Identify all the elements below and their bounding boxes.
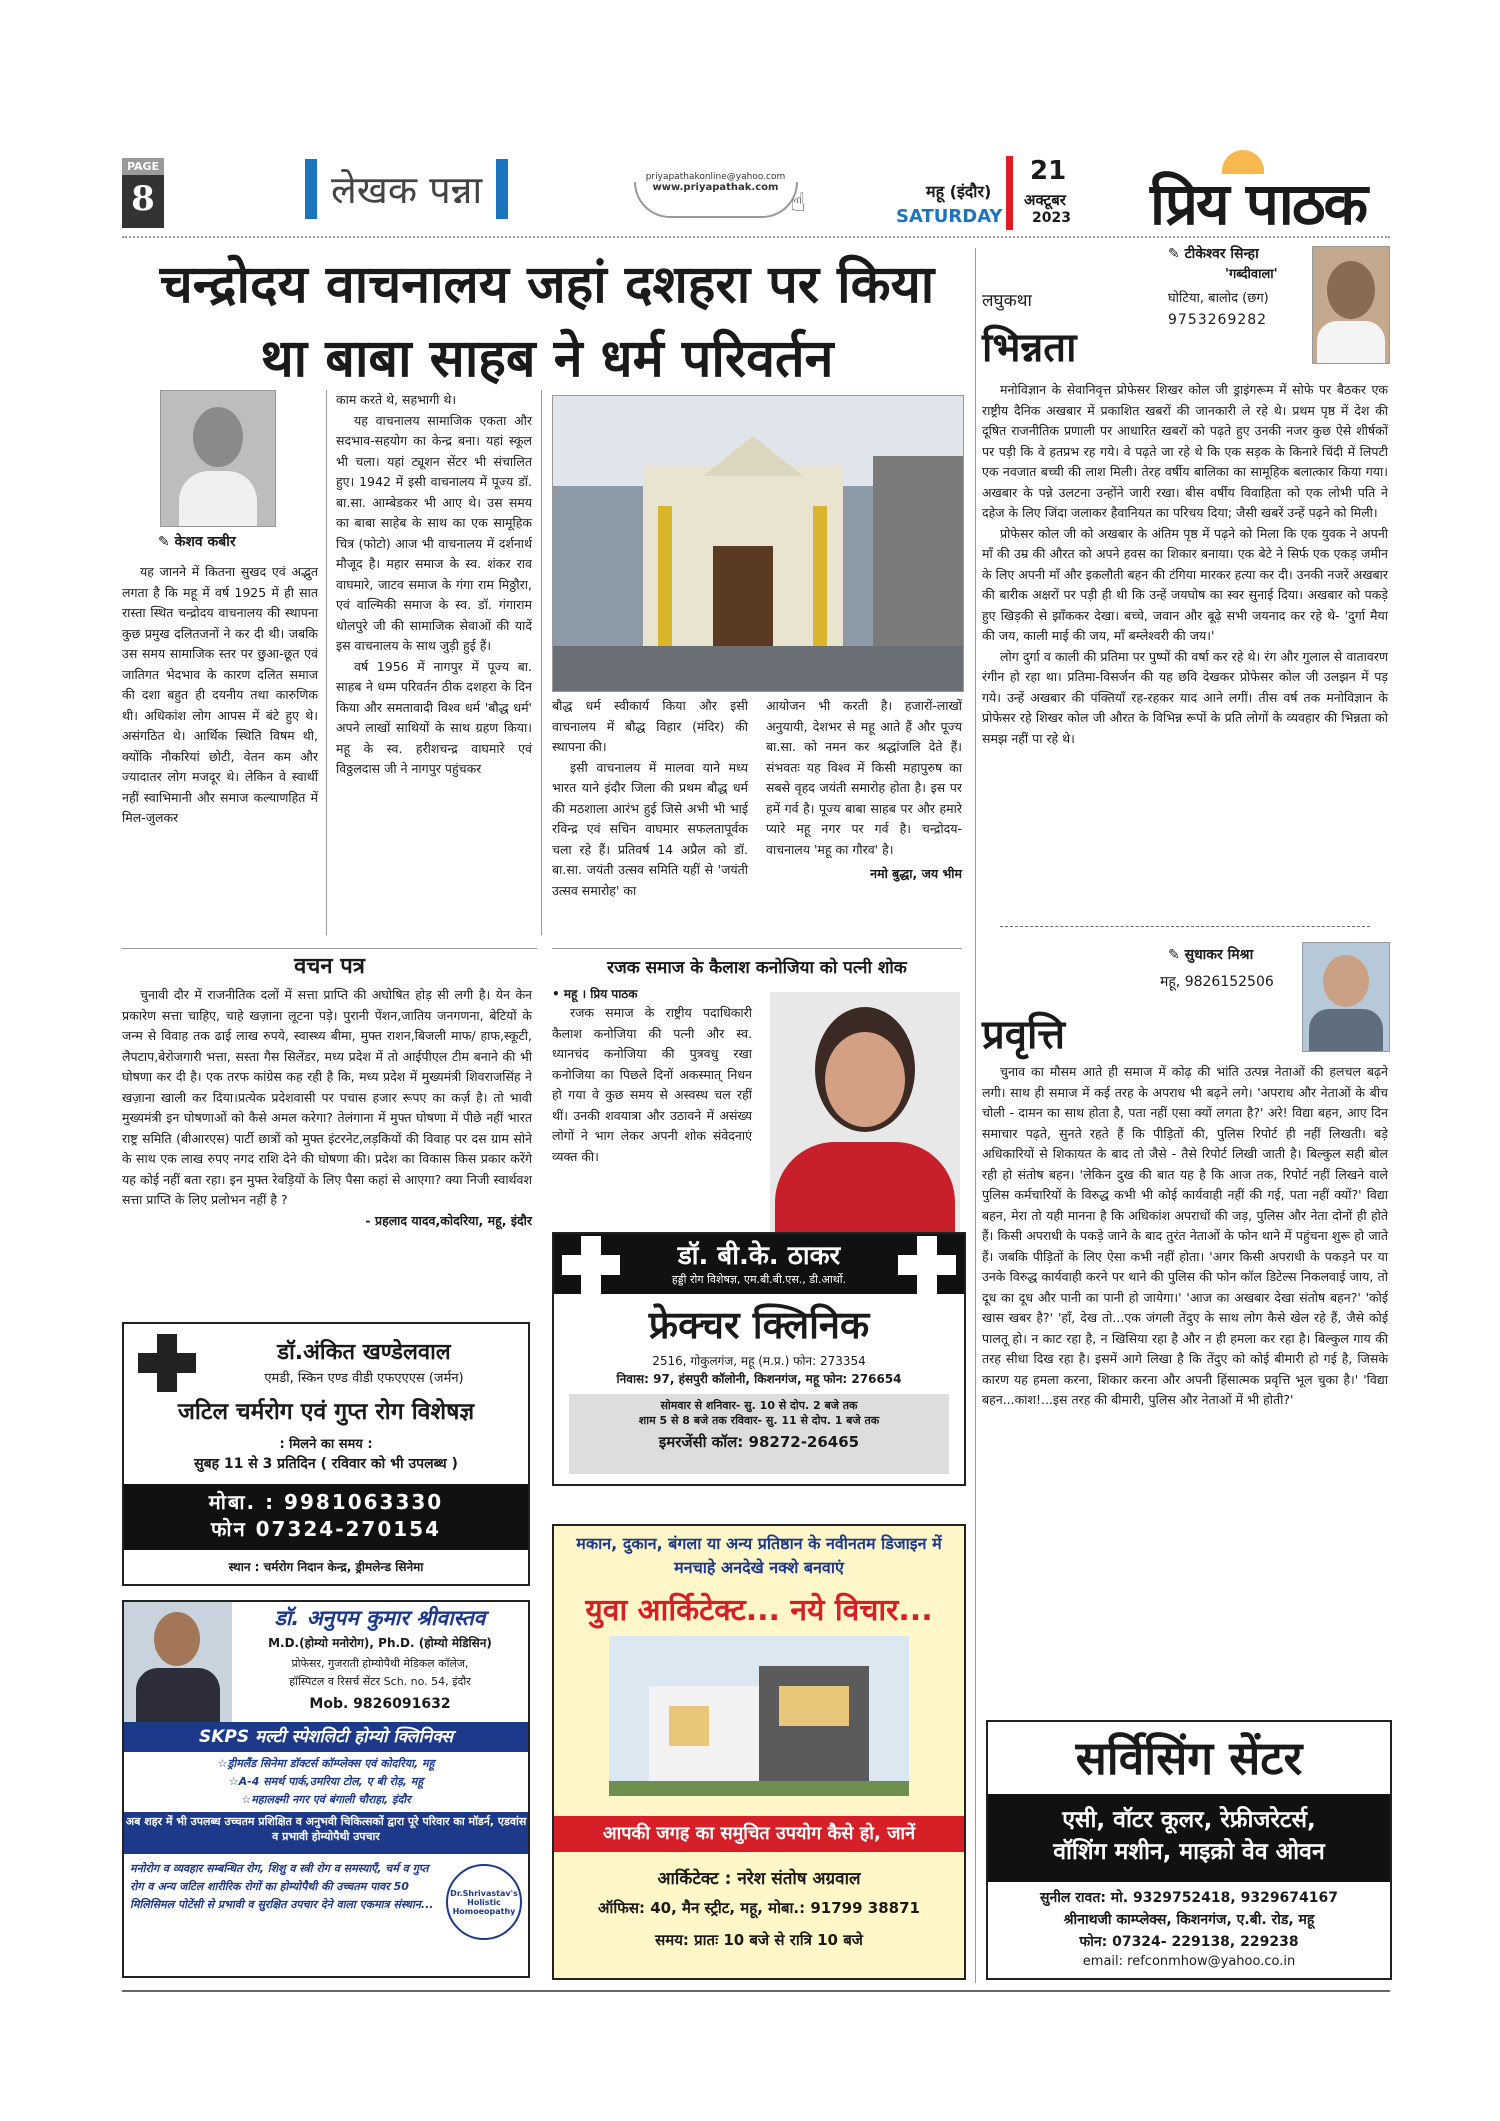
ad-srivastava: [122, 1600, 530, 1978]
pravritti-author-name: सुधाकर मिश्रा: [1184, 947, 1254, 963]
author-photo-tikeshwar: [1312, 246, 1390, 364]
page-number-box: [122, 158, 164, 228]
thakar-hours1: सोमवार से शनिवार- सु. 10 से दोप. 2 बजे तक: [660, 1399, 858, 1412]
khandelwal-degree: एमडी, स्किन एण्ड वीडी एफएएएस (जर्मन): [264, 1371, 464, 1386]
section-name: लेखक पन्ना: [331, 168, 483, 212]
doctor-photo: [124, 1602, 232, 1722]
story-title: भिन्नता: [982, 324, 1077, 371]
lead-signoff: नमो बुद्धा, जय भीम: [870, 866, 962, 881]
ad-thakar: [552, 1232, 966, 1486]
architect-slogan: युवा आर्किटेक्ट... नये विचार...: [585, 1593, 933, 1628]
architect-name: आर्किटेक्ट : नरेश संतोष अग्रवाल: [657, 1869, 861, 1889]
story-author: [1168, 244, 1259, 263]
story-place: घोटिया, बालोद (छग): [1168, 291, 1269, 306]
pravritti-title: प्रवृत्ति: [982, 1011, 1065, 1058]
pravritti-author: [1168, 945, 1253, 964]
khandelwal-specialty: जटिल चर्मरोग एवं गुप्त रोग विशेषज्ञ: [177, 1398, 475, 1425]
masthead-logo: प्रिय पाठक: [1150, 170, 1367, 238]
pen-icon: ✎: [1168, 947, 1180, 963]
lead-col3a: बौद्ध धर्म स्वीकार्य किया और इसी वाचनालय में बौद्ध विहार (मंदिर) की स्थापना की।: [552, 698, 748, 754]
medical-cross-icon: [898, 1236, 956, 1294]
email-text: priyapathakonline@yahoo.com: [645, 172, 786, 182]
story-para2: प्रोफेसर कोल जी को अखबार के अंतिम पृष्ठ में पढ़ने को मिला कि एक युवक ने अपनी माँ की उम्र की औरत को अपने हवस का शिकार बनाया। एक बेटे ने सिर्फ एक एकड़ जमीन के लिए अपनी माँ और इकलौती बहन की टंगिया मारकर हत्या कर दी। उनकी नजरें अखबार की बारीक अक्षरों पर पड़ी ही थी कि उन्हें जयघोष का स्वर सुनाई दिया। अखबार को पकड़े हुए खिड़की से झाँककर देखा। बच्चे, जवान और बूढ़े सभी जयनाद कर रहे थे- 'दुर्गा मैया की जय, काली माई की जय, माँ बम्लेश्वरी की जय।': [982, 525, 1388, 643]
khandelwal-mobile: मोबा. : 9981063330: [208, 1490, 444, 1514]
thakar-hours-box: [569, 1394, 949, 1474]
pravritti-body: [982, 1062, 1388, 1411]
obituary-title: रजक समाज के कैलाश कनोजिया को पत्नी शोक: [607, 958, 907, 978]
obituary-portrait: [770, 992, 960, 1237]
khandelwal-contact-band: [124, 1484, 528, 1550]
ad-khandelwal: [122, 1322, 530, 1586]
story-pen-name: 'गब्दीवाला': [1225, 267, 1278, 282]
story-phone: 9753269282: [1168, 312, 1268, 328]
khandelwal-phone: फोन 07324-270154: [210, 1517, 442, 1541]
lead-col1-text: यह जानने में कितना सुखद एवं अद्भुत लगता है कि महू में वर्ष 1925 में ही सात रास्ता स्थित चन्द्रोदय वाचनालय की स्थापना कुछ प्रमुख दलितजनों ने कर दी थी। जबकि उस समय सामाजिक स्तर पर छुआ-छूत एवं जातिगत भेदभाव के कारण दलित समाज की दशा बहुत ही दयनीय तथा कारुणिक थी। अधिकांश लोग आपस में बंटे हुए थे। असंगठित थे। आर्थिक स्थिति विषम थी, क्योंकि नौकरियां छोटी, वेतन कम और ज्यादातर लोग मजदूर थे। लेकिन वे स्वार्थी नहीं स्वाभिमानी और समाज कल्याणहित में मिल-जुलकर: [122, 564, 318, 825]
author-photo-sudhakar: [1302, 942, 1390, 1052]
avatar-shoulders: [179, 471, 257, 526]
thakar-clinic: फ्रेक्चर क्लिनिक: [648, 1302, 870, 1347]
pravritti-place-phone: महू, 9826152506: [1160, 974, 1274, 990]
thakar-degree: हड्डी रोग विशेषज्ञ, एम.बी.बी.एस., डी.आर्थो.: [671, 1273, 847, 1286]
srivastava-loc3: ☆महालक्ष्मी नगर एवं बंगाली चौराहा, इंदौर: [241, 1793, 411, 1806]
thakar-address: 2516, गोकुलगंज, महू (म.प्र.) फोन: 273354: [652, 1354, 866, 1368]
thakar-name: डॉ. बी.के. ठाकर: [677, 1241, 841, 1271]
lead-col1: [122, 562, 318, 829]
architect-office: ऑफिस: 40, मैन स्ट्रीट, महू, मोबा.: 91799 38871: [598, 1899, 920, 1917]
medical-cross-icon: [138, 1334, 196, 1392]
architect-top: मकान, दुकान, बंगला या अन्य प्रतिष्ठान के नवीनतम डिजाइन में मनचाहे अनदेखे नक्शे बनवाएं: [576, 1534, 942, 1577]
lead-headline: [122, 248, 972, 396]
red-divider: [1006, 156, 1013, 230]
lead-col2: [336, 390, 532, 780]
lead-col2c: वर्ष 1956 में नागपुर में पूज्य बा. साहब ने धम्म परिवर्तन ठीक दशहरा के दिन किया और समतावादी विश्व धर्म 'बौद्ध धर्म' अपने लाखों साथियों के साथ ग्रहण किया। महू के स्व. हरीशचन्द्र वाघमारे एवं विठ्ठलदास जी ने नागपुर पहुंचकर: [336, 658, 532, 776]
ad-architect: [552, 1524, 966, 1980]
service-items2: वॉशिंग मशीन, माइक्रो वेव ओवन: [1053, 1839, 1325, 1865]
srivastava-name: डॉ. अनुपम कुमार श्रीवास्तव: [274, 1606, 486, 1630]
architect-time: समय: प्रातः 10 बजे से रात्रि 10 बजे: [655, 1931, 863, 1949]
website-url[interactable]: www.priyapathak.com: [652, 182, 779, 193]
service-phone: फोन: 07324- 229138, 229238: [1079, 1934, 1299, 1950]
lead-col4-text: आयोजन भी करती है। हजारों-लाखों अनुयायी, देशभर से महू आते हैं और पूज्य बा.सा. को नमन कर श्रद्धांजलि देते हैं। संभवतः यह विश्व में किसी महापुरुष का सबसे वृहद जयंती समारोह होता है। इस पर हमें गर्व है। पूज्य बाबा साहब पर और हमारे प्यारे महू नगर पर गर्व है। चन्द्रोदय-वाचनालय 'महू का गौरव' है।: [766, 698, 962, 857]
khandelwal-time: सुबह 11 से 3 प्रतिदिन ( रविवार को भी उपलब्ध ): [194, 1456, 458, 1472]
headline-line1: चन्द्रोदय वाचनालय जहां दशहरा पर किया: [159, 254, 935, 315]
author-byline: [158, 532, 288, 551]
srivastava-line1: प्रोफेसर, गुजराती होम्योपैथी मेडिकल कॉलेज,: [291, 1657, 469, 1670]
lead-col4: [766, 696, 962, 885]
website-box: [628, 172, 803, 230]
section-title: [305, 158, 508, 220]
city: महू (इंदौर): [926, 182, 992, 201]
page-label: PAGE: [122, 158, 164, 175]
weekday: SATURDAY: [896, 206, 1003, 227]
pravritti-text: चुनाव का मौसम आते ही समाज में कोढ़ की भांति उत्पन्न नेताओं की हलचल बढ़ने लगी। साथ ही समाज में कई तरह के अपराध भी बढ़ने लगे। 'अपराध और नेताओं के बीच चोली - दामन का साथ होता है, पता नहीं एसा क्यों लगता है?' अरे! विद्या बहन, आए दिन समाचार पढ़ते, सुनते रहते हैं कि पीड़ितों की, पुलिस रिपोर्ट ही नहीं लिखती। बड़े अधिकारियों से शिकायत के बाद तो जैसे - तैसे रिपोर्ट लिखी जाती है। बिल्कुल सही बोल रही हो संतोष बहन। 'लेकिन दुख की बात यह है कि आज तक, रिपोर्ट नहीं लिखने वाले पुलिस कर्मचारियों के विरुद्ध कभी भी कोई कार्यवाही नहीं की गई, पता नहीं क्यों?' विद्या बहन, मेरा तो यही मानना है कि अधिकांश अपराधों की जड़, पुलिस और नेता दोनों ही होते हैं। किसी अपराधी के पकड़े जाने के बाद तुरंत नेताओं के फोन थाने में पहुंचना शुरू हो जाते हैं। जबकि पीड़ितों के लिए ऐसा कभी नहीं होता। 'अगर किसी अपराधी के पकड़ने पर या उनके विरुद्ध कार्यवाही करने पर थाने की पुलिस की फोन कॉल डिटेल्स निकलवाई जाय, तो दूध का दूध और पानी का पानी हो जायेगा।' 'आज का अखबार देखा संतोष बहन?' 'कोई खास खबर है?' 'हाँ, देख तो...एक जंगली तेंदुए के साथ लोग कैसे खेल रहे हैं, जैसे कोई पालतू हो। न काट रहा है, न खिसिया रहा है और न ही हमला कर रहा है। बिल्कुल गाय की तरह सीधा दिख रहा है। इसमें आगे लिखा है कि तेंदुए को कोई बीमारी हो गई है, जिसके कारण यह हमला करना, शिकार करना और अपनी हिंसात्मक प्रवृत्ति भूल चुका है।' 'विद्या बहन...काश!...इस तरह की बीमारी, पुलिस और नेताओं में भी होती?': [982, 1064, 1388, 1407]
headline-line2: था बाबा साहब ने धर्म परिवर्तन: [260, 328, 834, 389]
srivastava-mobile: Mob. 9826091632: [309, 1696, 451, 1712]
date-year: 2023: [1032, 210, 1071, 226]
srivastava-loc1: ☆ड्रीमलैंड सिनेमा डॉक्टर्स कॉम्प्लेक्स एवं कोदरिया, महू: [217, 1757, 435, 1770]
vachan-patra-text: चुनावी दौर में राजनीतिक दलों में सत्ता प्राप्ति की अघोषित होड़ सी लगी है। येन केन प्रकारेण सत्ता चाहिए, चाहे खज़ाना लूटना पड़े। पुरानी पेंशन,जातिय जनगणना, बेटियों के जन्म से विवाह तक ढाई लाख रुपये, स्वास्थ्य बीमा, मुफ्त राशन,बिजली माफ/ हाफ,स्कूटी, लैपटाप,बेरोजगारी भत्ता, सस्ता गैस सिलेंडर, मध्य प्रदेश में तो आईपीएल टीम बनाने की भी घोषणा कर दी है। एक तरफ कांग्रेस कह रही है कि, मध्य प्रदेश में मुख्यमंत्री शिवराजसिंह ने खज़ाना खाली कर दिया।प्रत्येक प्रदेशवासी पर पचास हजार रूपए का कर्ज़ है। तो भावी मुख्यमंत्री इन घोषणाओं को कैसे अमल करेगा? तेलंगाना में मुफ्त घोषणा में पीछे नहीं भारत राष्ट्र समिति (बीआरएस) पार्टी छात्रों को मुफ्त इंटरनेट,लड़कियों की विवाह पर दस ग्राम सोने के साथ एक लाख रुपए नगद राशि देने की घोषणा की। प्रदेश का विकास किस प्रकार करेंगे यह कोई नहीं बता रहा। इन मुफ्त रेवड़ियों के लिए पैसा कहां से आएगा? क्या निजी स्वार्थवश सत्ता प्राप्ति के लिए प्रलोभन नहीं है ?: [122, 987, 532, 1207]
page-number: 8: [131, 179, 155, 219]
story-para3: लोग दुर्गा व काली की प्रतिमा पर पुष्पों की वर्षा कर रहे थे। रंग और गुलाल से वातावरण रंगीन हो रहा था। प्रतिमा-विसर्जन की यह छवि देखकर प्रोफेसर कोल जी उलझन में पड़ गये। उन्हें अखबार की पंक्तियाँ रह-रहकर याद आने लगीं। तीस वर्ष तक मनोविज्ञान के प्रोफेसर रहे शिखर कोल जी औरत के विभिन्न रूपों के प्रति लोगों के व्यवहार की भिन्नता को समझ नहीं पा रहे थे।: [982, 648, 1388, 746]
lead-col3b: इसी वाचनालय में मालवा याने मध्य भारत याने इंदौर जिला की प्रथम बौद्ध धर्म की मठशाला आरंभ हुई जिसे अभी भी भाई रविन्द्र एवं सचिन वाघमार सफलतापूर्वक चला रहे हैं। प्रतिवर्ष 14 अप्रैल को डॉ. बा.सा. जयंती उत्सव समिति यहीं से 'जयंती उत्सव समारोह' का: [552, 759, 748, 898]
vachan-patra-body: [122, 985, 532, 1231]
library-building-photo: [552, 395, 964, 692]
author-photo-keshav: [160, 390, 276, 527]
arc-decoration: [634, 182, 798, 218]
srivastava-line2: हॉस्पिटल व रिसर्च सेंटर Sch. no. 54, इंदौर: [289, 1675, 471, 1688]
service-address: श्रीनाथजी काम्प्लेक्स, किशनगंज, ए.बी. रोड, महू: [1063, 1912, 1315, 1928]
service-email[interactable]: email: refconmhow@yahoo.co.in: [1082, 1954, 1296, 1969]
service-contact: सुनील रावत: मो. 9329752418, 9329674167: [1039, 1890, 1339, 1906]
vachan-patra-title: वचन पत्र: [294, 953, 365, 979]
pen-icon: ✎: [1168, 246, 1180, 262]
ad-servicing-center: [986, 1720, 1392, 1980]
date-number: 21: [1030, 156, 1067, 186]
khandelwal-place: स्थान : चर्मरोग निदान केन्द्र, ड्रीमलेन्ड सिनेमा: [228, 1560, 424, 1574]
khandelwal-name: डॉ.अंकित खण्डेलवाल: [277, 1340, 451, 1365]
thakar-residence: निवास: 97, हंसपुरी कॉलोनी, किशनगंज, महू फोन: 276654: [616, 1372, 902, 1386]
story-author-name: टीकेश्वर सिन्हा: [1184, 246, 1259, 262]
srivastava-footer: मनोरोग व व्यवहार सम्बन्धित रोग, शिशु व स्त्री रोग व समस्याएँ, चर्म व गुप्त रोग व अन्य जटिल शारीरिक रोगों का होम्योपैथी की उच्चतम पावर 50 मिलिसिमल पोटेंसी से प्रभावी व सुरक्षित उपचार देने वाला एकमात्र संस्थान...: [130, 1862, 434, 1911]
service-items1: एसी, वॉटर कूलर, रेफ्रीजरेटर्स,: [1062, 1807, 1316, 1833]
story-para1: मनोविज्ञान के सेवानिवृत्त प्रोफेसर शिखर कोल जी ड्राइंगरूम में सोफे पर बैठकर एक राष्ट्रीय दैनिक अखबार में प्रकाशित खबरों की जानकारी ले रहे थे। प्रथम पृष्ठ में देश की दूषित राजनीतिक प्रणाली पर आधारित खबरों को पढ़ते हुए उनकी नजर कुछ ऐसे शीर्षकों पर पड़ी कि वे हतप्रभ रह गये। वे पढ़ते जा रहे थे कि एक सड़क के किनारे चिंदी में लिपटी एक नवजात बच्ची की लाश मिली। तेरह वर्षीय बालिका का सामूहिक बलात्कार किया गया। अखबार के पन्ने उलटना उन्होंने जारी रखा। बीस वर्षीय विवाहिता को एक लोभी पति ने दहेज के लिए जिंदा जलाकर हैवानियत का परिचय दिया; जैसी खबरें उन्हें पढ़ने को मिली।: [982, 382, 1388, 520]
bracket-right: [496, 159, 508, 219]
obituary-text: रजक समाज के राष्ट्रीय पदाधिकारी कैलाश कनोजिया की पत्नी और स्व. ध्यानचंद कनोजिया की पुत्रवधु रखा कनोजिया का पिछले दिनों अकस्मात् निधन हो गया वे कुछ समय से अस्वस्थ चल रहीं थीं। उनकी शवयात्रा और उठावने में असंख्य लोगों ने भाग लेकर अपनी शोक संवेदनाएं व्यक्त की।: [552, 1005, 752, 1164]
medical-cross-icon: [562, 1236, 620, 1294]
srivastava-banner: अब शहर में भी उपलब्ध उच्चतम प्रशिक्षित व अनुभवी चिकित्सकों द्वारा पूरे परिवार का मॉडर्न, एडवांस व प्रभावी होम्योपैथी उपचार: [124, 1812, 528, 1854]
thakar-hours2: शाम 5 से 8 बजे तक रविवार- सु. 11 से दोप. 1 बजे तक: [638, 1414, 880, 1427]
thakar-emergency: इमरजेंसी कॉल: 98272-26465: [658, 1433, 860, 1451]
lead-col3: [552, 696, 748, 901]
architect-banner: आपकी जगह का समुचित उपयोग कैसे हो, जानें: [554, 1816, 964, 1852]
pen-icon: ✎: [158, 534, 170, 550]
pointing-hand-icon: ☝: [790, 188, 806, 218]
story-body: [982, 380, 1388, 749]
srivastava-loc2: ☆A-4 समर्थ पार्क,उमरिया टोल, ए बी रोड़, महू: [228, 1775, 424, 1788]
service-items-band: [988, 1794, 1390, 1882]
header-divider: [122, 236, 1390, 238]
obituary-dateline: • महू । प्रिय पाठक: [552, 987, 638, 1001]
architect-house-render: [609, 1636, 909, 1796]
dateline: [896, 156, 1141, 230]
date-month: अक्टूबर: [1024, 191, 1066, 209]
srivastava-seal: Dr.Shrivastav's Holistic Homoeopathy: [446, 1864, 522, 1940]
khandelwal-meet: : मिलने का समय :: [279, 1437, 373, 1452]
service-title: सर्विसिंग सेंटर: [1075, 1731, 1303, 1785]
vachan-patra-author: - प्रहलाद यादव,कोदरिया, महू, इंदौर: [365, 1212, 532, 1228]
srivastava-degree: M.D.(होम्यो मनोरोग), Ph.D. (होम्यो मेडिसिन): [268, 1636, 492, 1650]
obituary-body: [552, 1003, 752, 1167]
srivastava-clinic: SKPS मल्टी स्पेशलिटी होम्यो क्लिनिक्स: [124, 1722, 528, 1752]
bracket-left: [305, 159, 317, 219]
avatar: [193, 407, 243, 467]
author-name: केशव कबीर: [174, 534, 236, 550]
story-label: लघुकथा: [982, 291, 1032, 311]
lead-col2a: काम करते थे, सहभागी थे।: [336, 392, 457, 407]
lead-col2b: यह वाचनालय सामाजिक एकता और सदभाव-सहयोग का केन्द्र बना। यहां स्कूल भी चला। यहां ट्यूशन सेंटर भी संचालित हुए। 1942 में इसी वाचनालय में पूज्य डॉ. बा.सा. आम्बेडकर भी आए थे। उस समय का बाबा साहेब के साथ का एक सामूहिक चित्र (फोटो) आज भी वाचनालय में दर्शनार्थ मौजूद है। महार समाज के स्व. शंकर राव वाघमारे, जाटव समाज के गंगा राम मिठ्ठौरा, एवं वाल्मिकी समाज के स्व. डॉ. गंगाराम धोलपुरे जी की सामाजिक सेवाओं की यादें इस वाचनालय के साथ जुड़ी हुई हैं।: [336, 412, 532, 653]
